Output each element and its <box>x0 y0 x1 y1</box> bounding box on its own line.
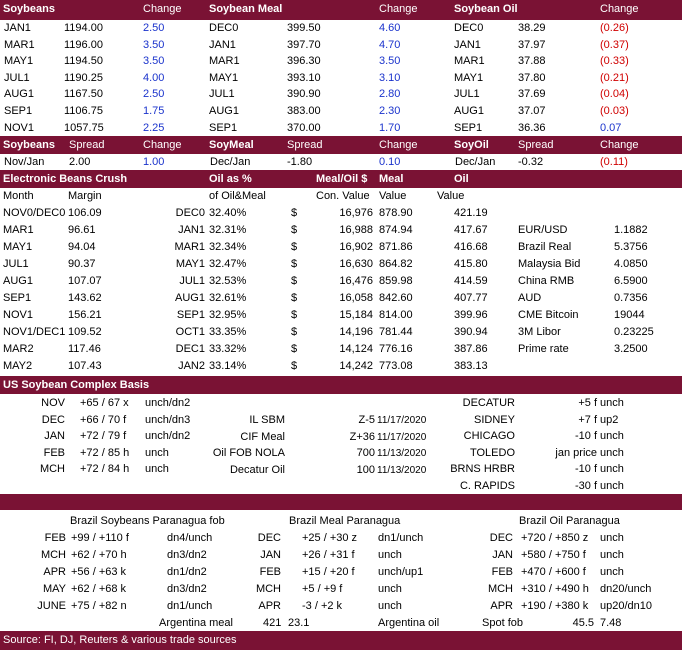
basis-product: Decatur Oil <box>229 463 285 476</box>
market-label: AUD <box>518 292 542 304</box>
soy-price: 1167.50 <box>64 88 103 101</box>
meal-change: 3.50 <box>379 55 401 68</box>
crush-oil-value: 387.86 <box>454 343 488 355</box>
basis-location-quote: -30 f <box>574 480 597 492</box>
market-value: 1.1882 <box>614 224 648 236</box>
oil-contract: MAR1 <box>454 55 485 68</box>
crush-margin: 96.61 <box>68 224 96 236</box>
brazil-soy-month: MAY <box>42 583 66 595</box>
crush-oil-pct: 32.40% <box>209 207 247 219</box>
oil-contract: AUG1 <box>454 105 484 117</box>
basis-month: JAN <box>44 430 65 443</box>
oil-price: 37.80 <box>518 71 546 84</box>
crush-subheader: Value <box>437 190 465 202</box>
brazil-oil-change: dn20/unch <box>600 583 652 595</box>
argentina-meal-label: Argentina meal <box>159 617 233 629</box>
meal-contract: JAN1 <box>209 38 236 51</box>
crush-con-value: 16,476 <box>339 275 373 287</box>
soy-price: 1194.50 <box>64 55 103 68</box>
oil-change: (0.03) <box>600 105 629 117</box>
brazil-soy-change: dn1/dn2 <box>167 566 207 578</box>
soy-change: 2.50 <box>143 88 165 101</box>
crush-dollar: $ <box>291 292 298 304</box>
soy-change: 2.25 <box>143 121 165 134</box>
basis-quote: +72 / 84 h <box>80 463 130 476</box>
spread-header: Change <box>600 139 639 151</box>
market-value: 0.23225 <box>614 326 654 338</box>
crush-margin: 107.07 <box>68 275 102 287</box>
brazil-meal-quote: +5 / +9 f <box>302 583 343 595</box>
crush-dollar: $ <box>291 207 298 219</box>
brazil-meal-month: FEB <box>259 566 281 578</box>
brazil-soy-month: APR <box>43 566 66 578</box>
spread-header: Spread <box>69 139 105 151</box>
crush-header: Oil <box>454 173 469 185</box>
soybeans-change-header: Change <box>143 3 182 15</box>
basis-date: 11/17/2020 <box>377 415 427 426</box>
crush-meal-value: 842.60 <box>379 292 413 304</box>
crush-con-value: 16,058 <box>339 292 373 304</box>
crush-margin: 143.62 <box>68 292 102 304</box>
spread-value: Nov/Jan <box>4 156 45 168</box>
crush-contract: MAY1 <box>175 258 205 270</box>
basis-location-change: unch <box>600 397 624 409</box>
crush-dollar: $ <box>291 343 298 355</box>
crush-meal-value: 874.94 <box>379 224 413 236</box>
market-label: China RMB <box>518 275 575 287</box>
brazil-soy-change: dn4/unch <box>167 532 213 544</box>
oil-contract: MAY1 <box>454 71 484 84</box>
crush-month: AUG1 <box>3 275 33 287</box>
crush-contract: OCT1 <box>175 326 205 338</box>
spread-header: Change <box>143 139 182 151</box>
brazil-soy-change: dn3/dn2 <box>167 549 207 561</box>
basis-value: 700 <box>356 447 375 460</box>
basis-value: Z+36 <box>349 430 375 443</box>
brazil-meal-change: unch/up1 <box>378 566 424 578</box>
spread-value: -0.32 <box>518 156 544 168</box>
oil-change: 0.07 <box>600 121 622 134</box>
brazil-meal-quote: +26 / +31 f <box>302 549 355 561</box>
brazil-oil-month: FEB <box>491 566 513 578</box>
oil-change: (0.33) <box>600 55 629 68</box>
crush-contract: SEP1 <box>176 309 205 321</box>
brazil-oil-quote: +720 / +850 z <box>521 532 589 544</box>
brazil-oil-quote: +190 / +380 k <box>521 600 589 612</box>
crush-meal-value: 814.00 <box>379 309 413 321</box>
basis-location-change: unch <box>600 463 624 476</box>
basis-change: unch/dn3 <box>145 413 191 426</box>
basis-location: C. RAPIDS <box>459 480 515 492</box>
meal-change: 4.70 <box>379 38 401 51</box>
market-label: 3M Libor <box>518 326 561 338</box>
crush-contract: AUG1 <box>175 292 205 304</box>
brazil-meal-month: DEC <box>257 532 281 544</box>
spread-value: -1.80 <box>287 156 313 168</box>
brazil-oil-month: APR <box>490 600 513 612</box>
soymeal-header: Soybean Meal <box>209 3 283 15</box>
soy-price: 1194.00 <box>64 22 103 34</box>
meal-contract: MAY1 <box>209 71 239 84</box>
crush-oil-pct: 32.53% <box>209 275 247 287</box>
basis-location: TOLEDO <box>469 446 515 459</box>
soy-change: 4.00 <box>143 71 165 84</box>
market-label: EUR/USD <box>518 224 568 236</box>
crush-contract: DEC1 <box>175 343 205 355</box>
crush-dollar: $ <box>291 241 298 253</box>
crush-oil-pct: 33.14% <box>209 360 247 372</box>
basis-location-quote: -10 f <box>574 430 597 443</box>
basis-quote: +72 / 79 f <box>80 430 127 443</box>
argentina-oil-label: Argentina oil <box>378 617 440 629</box>
meal-price: 370.00 <box>287 121 321 134</box>
brazil-meal-header: Brazil Meal Paranagua <box>289 515 401 527</box>
spread-header: Spread <box>518 139 554 151</box>
brazil-oil-month: JAN <box>492 549 513 561</box>
basis-title: US Soybean Complex Basis <box>3 379 150 391</box>
crush-con-value: 16,988 <box>339 224 373 236</box>
market-value: 4.0850 <box>614 258 648 270</box>
crush-oil-pct: 33.32% <box>209 343 247 355</box>
brazil-soy-month: FEB <box>44 532 66 544</box>
meal-price: 393.10 <box>287 71 321 84</box>
crush-oil-pct: 32.61% <box>209 292 247 304</box>
crush-con-value: 16,630 <box>339 258 373 270</box>
basis-product: Oil FOB NOLA <box>212 447 285 460</box>
basis-location-quote: -10 f <box>574 463 597 476</box>
crush-margin: 94.04 <box>68 241 96 253</box>
spread-header: SoyMeal <box>209 139 254 151</box>
basis-change: unch/dn2 <box>145 430 191 443</box>
crush-month: SEP1 <box>3 292 32 304</box>
crush-contract: DEC0 <box>175 207 205 219</box>
meal-price: 383.00 <box>287 105 321 117</box>
basis-month: NOV <box>41 397 65 409</box>
spread-value: 0.10 <box>379 156 401 168</box>
crush-month: NOV0/DEC0 <box>3 207 66 219</box>
oil-contract: JAN1 <box>454 38 481 51</box>
spread-value: Dec/Jan <box>210 156 251 168</box>
argentina-meal-change: 23.1 <box>288 617 310 629</box>
basis-location-quote: +7 f <box>578 413 597 426</box>
brazil-meal-month: APR <box>258 600 281 612</box>
brazil-oil-header: Brazil Oil Paranagua <box>519 515 620 527</box>
basis-location: DECATUR <box>462 397 515 409</box>
crush-oil-value: 417.67 <box>454 224 488 236</box>
basis-location-quote: jan price <box>555 446 597 459</box>
crush-title: Electronic Beans Crush <box>3 173 128 185</box>
crush-month: MAY1 <box>3 241 33 253</box>
oil-change: (0.37) <box>600 38 629 51</box>
soy-change: 1.75 <box>143 105 165 117</box>
meal-contract: AUG1 <box>209 105 239 117</box>
oil-change: (0.26) <box>600 22 629 34</box>
crush-meal-value: 871.86 <box>379 241 413 253</box>
market-label: Brazil Real <box>518 241 572 253</box>
market-value: 0.7356 <box>614 292 648 304</box>
oil-contract: JUL1 <box>454 88 480 101</box>
meal-contract: MAR1 <box>209 55 240 68</box>
basis-location: CHICAGO <box>463 430 515 443</box>
market-label: Malaysia Bid <box>518 258 581 270</box>
crush-oil-value: 407.77 <box>454 292 488 304</box>
basis-location: BRNS HRBR <box>450 463 515 476</box>
crush-oil-value: 390.94 <box>454 326 488 338</box>
brazil-meal-quote: -3 / +2 k <box>302 600 343 612</box>
brazil-meal-change: unch <box>378 549 402 561</box>
brazil-oil-change: unch <box>600 549 624 561</box>
brazil-oil-quote: +470 / +600 f <box>521 566 586 578</box>
soy-change: 3.50 <box>143 55 165 68</box>
crush-header: Meal/Oil $ <box>316 173 368 185</box>
brazil-soy-quote: +56 / +63 k <box>71 566 127 578</box>
market-value: 6.5900 <box>614 275 648 287</box>
market-value: 19044 <box>614 309 645 321</box>
crush-subheader: Con. Value <box>316 190 370 202</box>
argentina-meal-value: 421 <box>263 617 282 629</box>
oil-change: (0.21) <box>600 71 629 84</box>
crush-month: JUL1 <box>3 258 29 270</box>
blank-band <box>0 494 682 510</box>
basis-change: unch/dn2 <box>145 397 191 409</box>
soy-contract: MAY1 <box>4 55 34 68</box>
meal-change: 4.60 <box>379 22 401 34</box>
soy-change: 2.50 <box>143 22 165 34</box>
crush-con-value: 14,196 <box>339 326 373 338</box>
spread-value: 2.00 <box>69 156 91 168</box>
crush-oil-value: 415.80 <box>454 258 488 270</box>
crush-meal-value: 864.82 <box>379 258 413 270</box>
brazil-meal-change: unch <box>378 600 402 612</box>
basis-value: Z-5 <box>358 414 375 426</box>
soy-price: 1106.75 <box>64 105 103 117</box>
oil-price: 38.29 <box>518 22 546 34</box>
crush-margin: 117.46 <box>68 343 101 355</box>
oil-contract: DEC0 <box>454 22 484 34</box>
crush-meal-value: 781.44 <box>379 326 413 338</box>
argentina-oil-value: 45.5 <box>572 617 594 629</box>
brazil-soy-quote: +99 / +110 f <box>71 532 129 544</box>
meal-change: 3.10 <box>379 71 401 84</box>
crush-oil-pct: 32.95% <box>209 309 247 321</box>
meal-contract: JUL1 <box>209 88 235 101</box>
crush-month: NOV1/DEC1 <box>3 326 66 338</box>
crush-oil-pct: 33.35% <box>209 326 247 338</box>
argentina-oil-change: 7.48 <box>600 617 622 629</box>
crush-month: MAR2 <box>3 343 34 355</box>
crush-margin: 107.43 <box>68 360 102 372</box>
basis-quote: +65 / 67 x <box>80 397 129 409</box>
basis-month: FEB <box>43 446 65 459</box>
basis-quote: +72 / 85 h <box>80 446 130 459</box>
crush-contract: JAN2 <box>178 360 205 372</box>
basis-quote: +66 / 70 f <box>80 413 127 426</box>
meal-change: 2.30 <box>379 105 401 117</box>
basis-month: DEC <box>41 413 65 426</box>
crush-meal-value: 773.08 <box>379 360 413 372</box>
basis-location-change: unch <box>600 446 624 459</box>
brazil-soy-month: JUNE <box>37 600 66 612</box>
brazil-meal-change: dn1/unch <box>378 532 424 544</box>
crush-margin: 106.09 <box>68 207 102 219</box>
meal-contract: SEP1 <box>209 121 238 134</box>
basis-date: 11/13/2020 <box>377 464 427 476</box>
crush-margin: 90.37 <box>68 258 96 270</box>
crush-subheader: Month <box>3 190 34 202</box>
crush-month: NOV1 <box>3 309 33 321</box>
spread-value: Dec/Jan <box>455 156 496 168</box>
meal-contract: DEC0 <box>209 22 239 34</box>
basis-location-change: up2 <box>600 413 619 426</box>
crush-dollar: $ <box>291 309 298 321</box>
spread-header: SoyOil <box>454 139 489 151</box>
brazil-soy-header: Brazil Soybeans Paranagua fob <box>70 515 225 527</box>
crush-subheader: Margin <box>68 190 102 202</box>
spread-value: 1.00 <box>143 156 165 168</box>
basis-product: IL SBM <box>249 414 285 426</box>
crush-oil-value: 421.19 <box>454 207 488 219</box>
brazil-meal-quote: +25 / +30 z <box>302 532 358 544</box>
crush-oil-pct: 32.47% <box>209 258 247 270</box>
crush-month: MAR1 <box>3 224 34 236</box>
brazil-soy-quote: +75 / +82 n <box>71 600 127 612</box>
soy-price: 1057.75 <box>64 121 104 134</box>
crush-oil-value: 416.68 <box>454 241 488 253</box>
meal-price: 396.30 <box>287 55 321 68</box>
market-value: 5.3756 <box>614 241 648 253</box>
market-label: Prime rate <box>518 343 569 355</box>
brazil-meal-month: MCH <box>255 583 281 595</box>
crush-contract: MAR1 <box>174 241 205 253</box>
crush-con-value: 16,976 <box>339 207 373 219</box>
soy-price: 1196.00 <box>64 38 103 51</box>
brazil-oil-change: unch <box>600 532 624 544</box>
crush-month: MAY2 <box>3 360 33 372</box>
meal-change: 2.80 <box>379 88 401 101</box>
crush-dollar: $ <box>291 326 298 338</box>
soy-contract: JAN1 <box>4 22 31 34</box>
crush-oil-value: 383.13 <box>454 360 488 372</box>
basis-location-quote: +5 f <box>578 397 597 409</box>
brazil-oil-quote: +310 / +490 h <box>521 583 589 595</box>
crush-con-value: 14,242 <box>339 360 373 372</box>
crush-oil-pct: 32.31% <box>209 224 247 236</box>
crush-dollar: $ <box>291 360 298 372</box>
soymeal-change-header: Change <box>379 3 418 15</box>
soybeans-header: Soybeans <box>3 3 55 15</box>
soy-price: 1190.25 <box>64 71 103 84</box>
spread-header: Soybeans <box>3 139 55 151</box>
crush-dollar: $ <box>291 275 298 287</box>
meal-price: 399.50 <box>287 22 321 34</box>
soyoil-change-header: Change <box>600 3 639 15</box>
basis-product: CIF Meal <box>240 430 285 443</box>
crush-oil-value: 399.96 <box>454 309 488 321</box>
basis-change: unch <box>145 463 169 476</box>
soy-contract: SEP1 <box>4 105 33 117</box>
basis-location-change: unch <box>600 430 624 443</box>
basis-value: 100 <box>356 463 375 476</box>
brazil-soy-change: dn1/unch <box>167 600 213 612</box>
oil-change: (0.04) <box>600 88 629 101</box>
oil-price: 36.36 <box>518 121 546 134</box>
crush-header: Oil as % <box>209 173 252 185</box>
brazil-meal-change: unch <box>378 583 402 595</box>
meal-price: 390.90 <box>287 88 321 101</box>
source-note: Source: FI, DJ, Reuters & various trade sources <box>3 634 237 646</box>
oil-contract: SEP1 <box>454 121 483 134</box>
market-label: CME Bitcoin <box>518 309 579 321</box>
crush-meal-value: 878.90 <box>379 207 413 219</box>
crush-margin: 156.21 <box>68 309 102 321</box>
brazil-meal-month: JAN <box>260 549 281 561</box>
market-value: 3.2500 <box>614 343 648 355</box>
basis-date: 11/13/2020 <box>377 448 427 460</box>
crush-con-value: 16,902 <box>339 241 373 253</box>
brazil-oil-month: DEC <box>489 532 513 544</box>
oil-price: 37.69 <box>518 88 546 101</box>
crush-con-value: 15,184 <box>339 309 373 321</box>
crush-con-value: 14,124 <box>339 343 373 355</box>
crush-oil-value: 414.59 <box>454 275 488 287</box>
brazil-soy-quote: +62 / +70 h <box>71 549 127 561</box>
basis-date: 11/17/2020 <box>377 431 427 443</box>
spread-value: (0.11) <box>600 156 628 168</box>
crush-meal-value: 776.16 <box>379 343 413 355</box>
crush-subheader: Value <box>379 190 407 202</box>
soy-change: 3.50 <box>143 38 165 51</box>
brazil-oil-change: up20/dn10 <box>600 600 652 612</box>
basis-change: unch <box>145 446 169 459</box>
basis-month: MCH <box>39 463 65 476</box>
brazil-oil-month: MCH <box>487 583 513 595</box>
crush-margin: 109.52 <box>68 326 102 338</box>
brazil-soy-change: dn3/dn2 <box>167 583 207 595</box>
basis-location-change: unch <box>600 480 624 492</box>
soy-contract: AUG1 <box>4 88 34 101</box>
brazil-oil-change: unch <box>600 566 624 578</box>
crush-subheader: of Oil&Meal <box>209 190 266 202</box>
brazil-soy-quote: +62 / +68 k <box>71 583 127 595</box>
soy-contract: NOV1 <box>4 121 34 134</box>
basis-location: SIDNEY <box>474 413 515 426</box>
spread-header: Spread <box>287 139 323 151</box>
meal-change: 1.70 <box>379 121 401 134</box>
crush-contract: JAN1 <box>178 224 205 236</box>
crush-dollar: $ <box>291 224 298 236</box>
crush-contract: JUL1 <box>179 275 205 287</box>
top-header-band <box>0 0 682 19</box>
soy-contract: MAR1 <box>4 38 35 51</box>
oil-price: 37.07 <box>518 105 546 117</box>
soy-contract: JUL1 <box>4 71 30 84</box>
oil-price: 37.97 <box>518 38 546 51</box>
crush-oil-pct: 32.34% <box>209 241 247 253</box>
soyoil-header: Soybean Oil <box>454 3 518 15</box>
brazil-oil-quote: +580 / +750 f <box>521 549 586 561</box>
brazil-soy-month: MCH <box>40 549 66 561</box>
crush-meal-value: 859.98 <box>379 275 413 287</box>
crush-header: Meal <box>379 173 404 185</box>
argentina-oil-basis-label: Spot fob <box>482 617 523 629</box>
crush-dollar: $ <box>291 258 298 270</box>
brazil-meal-quote: +15 / +20 f <box>302 566 355 578</box>
meal-price: 397.70 <box>287 38 321 51</box>
spread-header: Change <box>379 139 418 151</box>
oil-price: 37.88 <box>518 55 546 68</box>
